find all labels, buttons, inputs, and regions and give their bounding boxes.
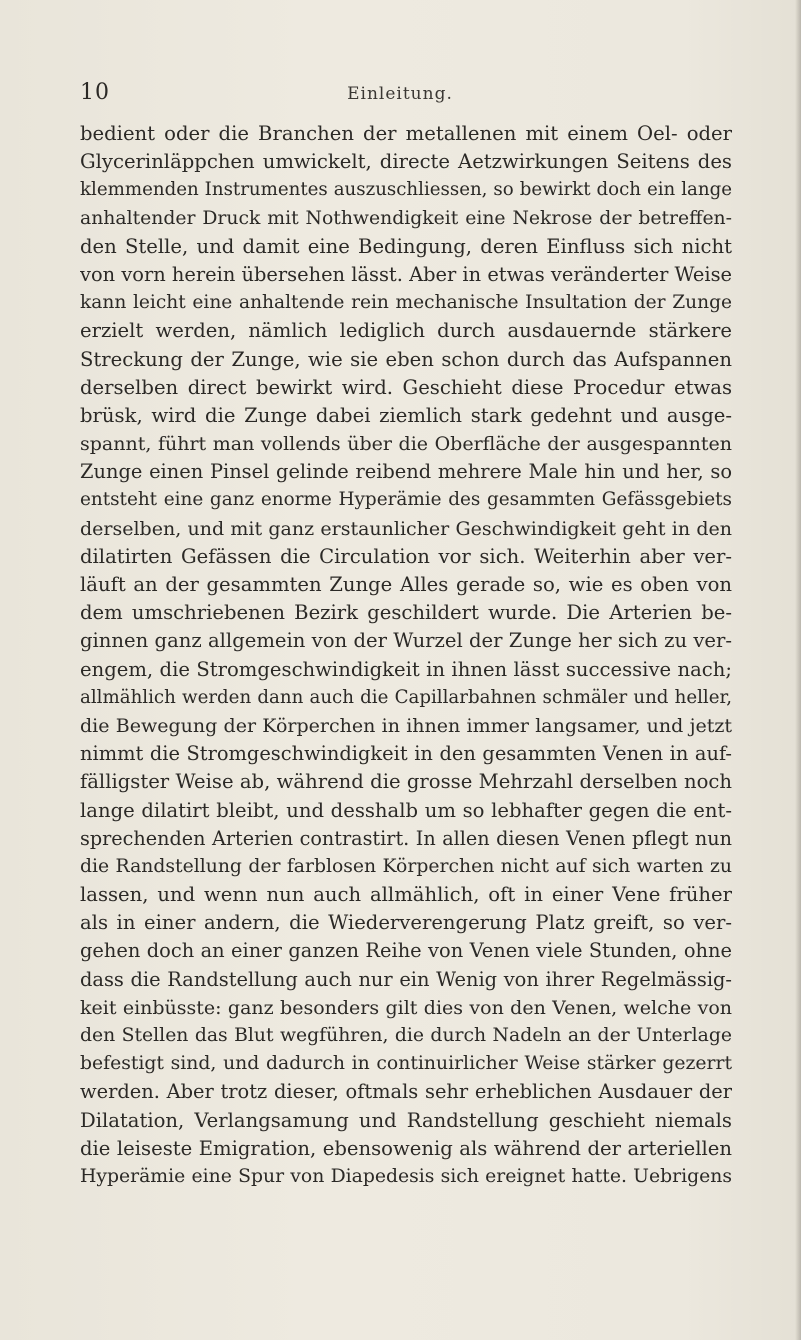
text-line: Zunge einen Pinsel gelinde reibend mehrere Male hin und her, so <box>80 460 732 484</box>
text-line: lassen, und wenn nun auch allmählich, oft in einer Vene früher <box>80 883 732 907</box>
text-line: die Randstellung der farblosen Körperchen nicht auf sich warten zu <box>80 855 732 877</box>
running-head: Einleitung. <box>347 84 453 104</box>
text-line: erzielt werden, nämlich lediglich durch ausdauernde stärkere <box>80 319 732 343</box>
text-line: den Stellen das Blut wegführen, die durch Nadeln an der Unterlage <box>80 1025 732 1046</box>
text-line: keit einbüsste: ganz besonders gilt dies von den Venen, welche von <box>80 996 732 1019</box>
text-line: klemmenden Instrumentes auszuschliessen, so bewirkt doch ein lange <box>80 179 732 201</box>
text-line: als in einer andern, die Wiederverengerung Platz greift, so ver- <box>80 911 732 935</box>
text-line: kann leicht eine anhaltende rein mechanische Insultation der Zunge <box>80 292 732 314</box>
page-header <box>80 80 720 110</box>
text-line: anhaltender Druck mit Nothwendigkeit eine Nekrose der betreffen- <box>80 207 732 229</box>
text-line: Glycerinläppchen umwickelt, directe Aetzwirkungen Seitens des <box>80 150 732 174</box>
page-edge-shadow <box>795 0 801 1340</box>
text-line: lange dilatirt bleibt, und desshalb um so lebhafter gegen die ent- <box>80 798 732 822</box>
text-line: ginnen ganz allgemein von der Wurzel der Zunge her sich zu ver- <box>80 629 732 653</box>
text-line: Dilatation, Verlangsamung und Randstellung geschieht niemals <box>80 1108 732 1132</box>
text-line: dem umschriebenen Bezirk geschildert wurde. Die Arterien be- <box>80 601 732 625</box>
text-line: gehen doch an einer ganzen Reihe von Venen viele Stunden, ohne <box>80 939 732 963</box>
text-line: läuft an der gesammten Zunge Alles gerade so, wie es oben von <box>80 573 732 596</box>
text-line: bedient oder die Branchen der metallenen mit einem Oel- oder <box>80 122 732 145</box>
text-line: Streckung der Zunge, wie sie eben schon durch das Aufspannen <box>80 347 732 371</box>
text-line: derselben, und mit ganz erstaunlicher Geschwindigkeit geht in den <box>80 517 732 540</box>
text-line: entsteht eine ganz enorme Hyperämie des gesammten Gefässgebiets <box>80 489 732 511</box>
text-line: derselben direct bewirkt wird. Geschieht diese Procedur etwas <box>80 375 732 399</box>
text-line: sprechenden Arterien contrastirt. In allen diesen Venen pflegt nun <box>80 826 732 850</box>
text-line: Hyperämie eine Spur von Diapedesis sich ereignet hatte. Uebrigens <box>80 1165 732 1187</box>
text-line: den Stelle, und damit eine Bedingung, deren Einfluss sich nicht <box>80 234 732 258</box>
text-line: die Bewegung der Körperchen in ihnen immer langsamer, und jetzt <box>80 714 732 737</box>
text-line: dass die Randstellung auch nur ein Wenig von ihrer Regelmässig- <box>80 967 732 991</box>
text-line: spannt, führt man vollends über die Oberfläche der ausgespannten <box>80 433 732 456</box>
text-line: allmählich werden dann auch die Capillarbahnen schmäler und heller, <box>80 686 732 708</box>
text-line: engem, die Stromgeschwindigkeit in ihnen lässt successive nach; <box>80 657 732 681</box>
text-line: fälligster Weise ab, während die grosse Mehrzahl derselben noch <box>80 770 732 794</box>
page-number: 10 <box>80 80 110 105</box>
body-text <box>80 120 732 1191</box>
text-line: dilatirten Gefässen die Circulation vor sich. Weiterhin aber ver- <box>80 544 732 568</box>
text-line: werden. Aber trotz dieser, oftmals sehr erheblichen Ausdauer der <box>80 1080 732 1104</box>
text-line: die leiseste Emigration, ebensowenig als während der arteriellen <box>80 1136 732 1160</box>
text-line: befestigt sind, und dadurch in continuirlicher Weise stärker gezerrt <box>80 1053 732 1075</box>
text-line: brüsk, wird die Zunge dabei ziemlich stark gedehnt und ausge- <box>80 403 732 427</box>
text-line: von vorn herein übersehen lässt. Aber in etwas veränderter Weise <box>80 262 732 286</box>
text-line: nimmt die Stromgeschwindigkeit in den gesammten Venen in auf- <box>80 742 732 766</box>
